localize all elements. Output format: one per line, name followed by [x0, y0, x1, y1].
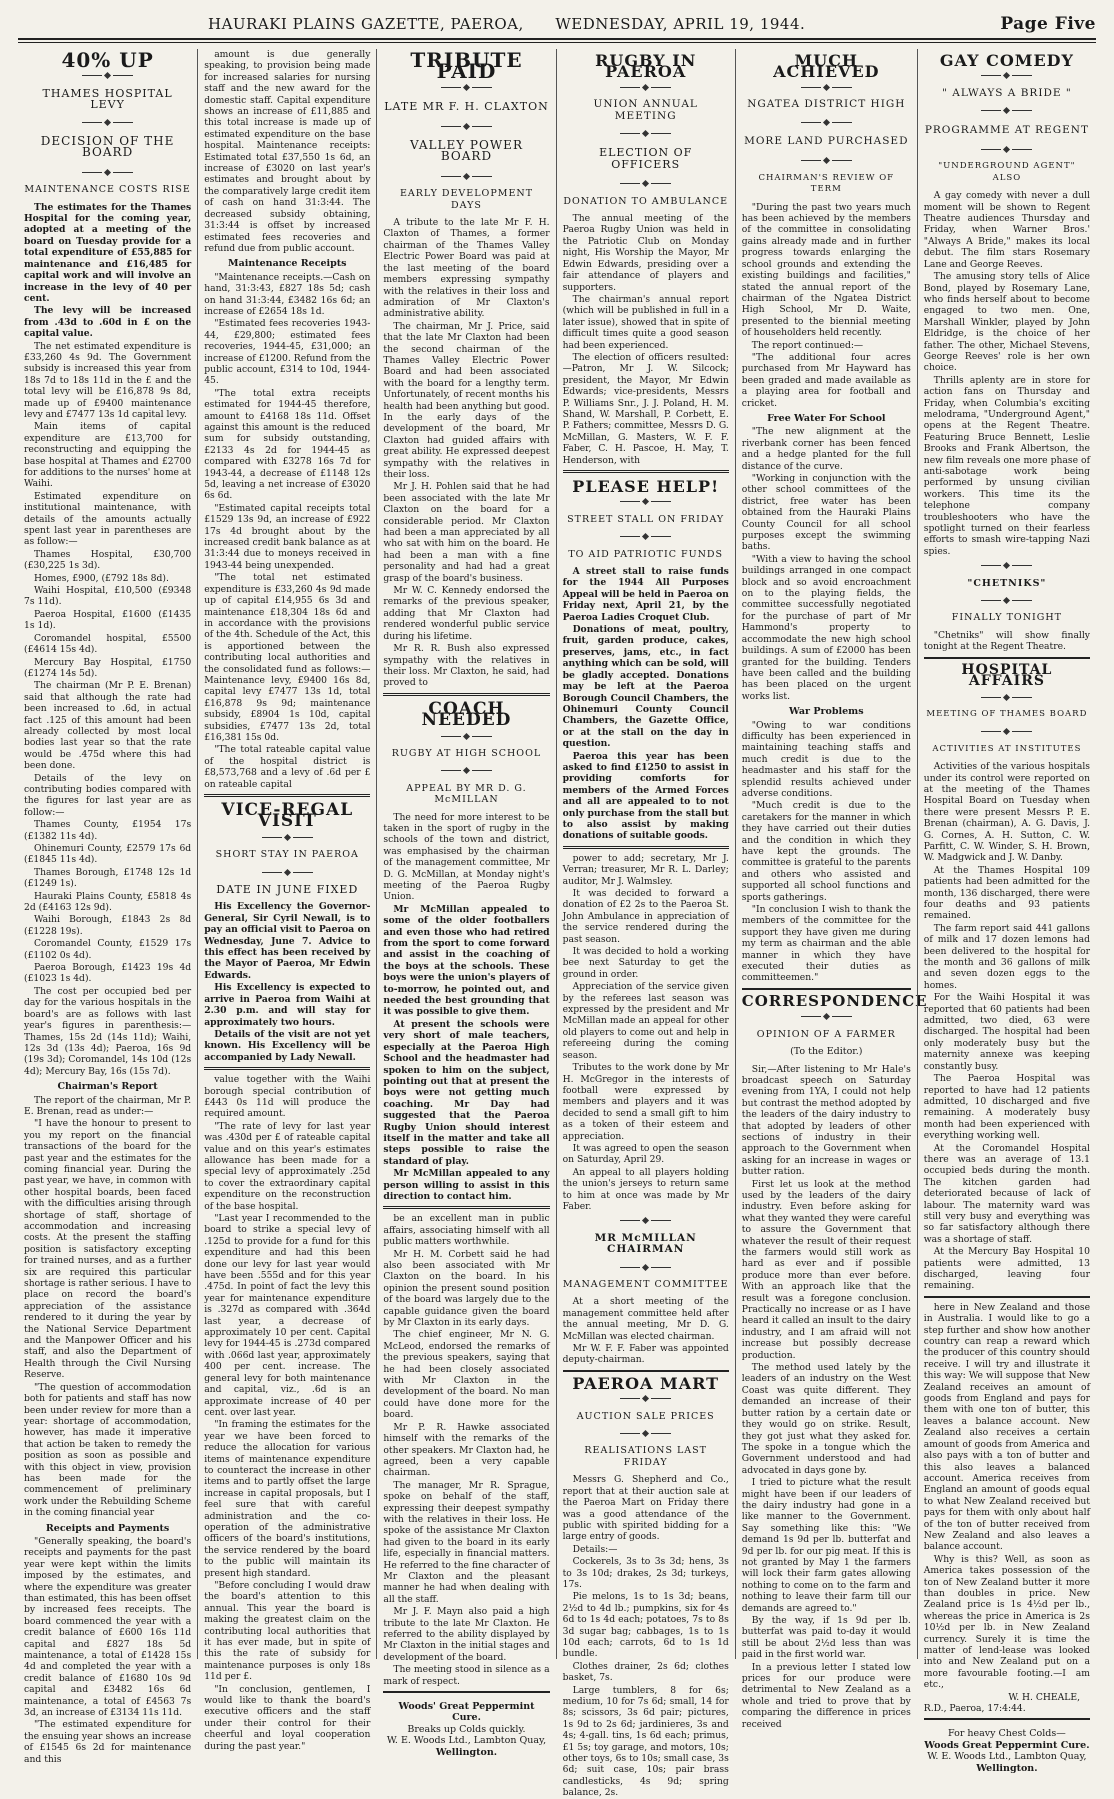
- paragraph: Thames County, £1954 17s (£1382 11s 4d).: [24, 819, 192, 842]
- paragraph: Paeroa Hospital, £1600 (£1435 1s 1d).: [24, 608, 192, 632]
- paragraph: The cost per occupied bed per day for the various hospitals in the board's are as follows with last year's figures in parenthesis:— Thames, 15s 2d (14s 11d); Waihi, 12s 3d (13s 4d); Paeroa, 16s 9d (19s 3d); Coromandel, 14s 10d (12s 4d); Mercury Bay, 16s (15s 7d).: [24, 985, 192, 1077]
- ad-line: Wellington.: [976, 1762, 1038, 1774]
- subhead: CHAIRMAN'S REVIEW OF TERM: [758, 172, 895, 195]
- paragraph: Thames Hospital, £30,700 (£30,225 1s 3d).: [24, 548, 192, 572]
- paragraph: value together with the Waihi borough special contribution of £443 0s 11d will produce the required amount.: [204, 1074, 371, 1120]
- paragraph: Cockerels, 3s to 3s 3d; hens, 3s to 3s 10d; drakes, 2s 3d; turkeys, 17s.: [562, 1556, 729, 1590]
- paragraph: The manager, Mr R. Sprague, spoke on behalf of the staff, expressing their deepest sympathy with the relatives in their loss. He spoke of the assistance Mr Claxton had given to the board in its early life, especially in financial matters. He referred to the fine character of Mr Claxton and the pleasant manner he had when dealing with all the staff.: [383, 1479, 550, 1605]
- paragraph: Large tumblers, 8 for 6s; medium, 10 for 7s 6d; small, 14 for 8s; scissors, 3s 6d pair; pictures, 1s 9d to 2s 6d; jardinieres, 3s and 4s; 4-gall. tins, 1s 6d each; primus, £1 5s; toy garage, and motors, 10s; other toys, 6s to 10s; small case, 3s 6d; suit case, 10s; pair brass candlesticks, 4s 9d; spring balance, 2s.: [562, 1684, 729, 1799]
- paragraph: A tribute to the late Mr F. H. Claxton of Thames, a former chairman of the Thames Valley Electric Power Board was paid at the last meeting of the board members expressing sympathy with the relatives in their loss and admiration of Mr Claxton's administrative ability.: [383, 217, 550, 320]
- paragraph: Thames Borough, £1748 12s 1d (£1249 1s).: [24, 866, 192, 890]
- masthead-title: HAURAKI PLAINS GAZETTE, PAEROA, WEDNESDAY, APRIL 19, 1944.: [208, 15, 806, 33]
- paragraph: "The additional four acres purchased from Mr Hayward has been graded and made available as a playing area for football and cricket.: [741, 351, 911, 409]
- paragraph: Main items of capital expenditure are £13,700 for reconstructing and equipping the base hospital at Thames and £2700 for additions to the nurses' home at Waihi.: [24, 421, 192, 490]
- separator: [924, 595, 1090, 606]
- paragraph: Messrs G. Shepherd and Co., report that at their auction sale at the Paeroa Mart on Friday there was a good attendance of the public with spirited bidding for a large entry of goods.: [562, 1474, 729, 1543]
- separator: [563, 178, 729, 189]
- paragraph: Waihi Hospital, £10,500 (£9348 7s 11d).: [24, 585, 192, 608]
- coach-needed-box: [383, 693, 549, 1210]
- separator: [563, 1262, 729, 1273]
- ad-line: Breaks up Colds quickly.: [407, 1723, 526, 1735]
- separator: [563, 531, 729, 542]
- section-heading: Receipts and Payments: [45, 1522, 170, 1534]
- ad-line: W. E. Woods Ltd., Lambton Quay,: [386, 1735, 547, 1747]
- headline-gay-comedy: GAY COMEDY: [939, 51, 1074, 70]
- separator: [24, 117, 191, 128]
- subhead: STREET STALL ON FRIDAY: [567, 513, 725, 525]
- paragraph: Hauraki Plains County, £5818 4s 2d (£4163 12s 9d).: [24, 890, 192, 914]
- paragraph: "Estimated fees recoveries 1943-44, £29,800; estimated fees recoveries, 1944-45, £31,000; an increase of £1200. Refund from the public account, £314 to 10d, 1944-45.: [204, 318, 371, 387]
- paragraph: The estimates for the Thames Hospital for the coming year, adopted at a meeting of the board on Tuesday provide for a total expenditure of £55,885 for maintenance and £16,485 for capital work and will involve an increase in the levy of 40 per cent.: [24, 201, 192, 304]
- paragraph: "I have the honour to present to you my report on the financial transactions of the board for the past year and the estimates for the coming financial year. During the past year, we have, in common with other hospital boards, been faced with the difficulties arising through shortage of staff, shortage of accommodation and increasing costs. At the present the staffing position is satisfactory excepting for trained nurses, and as a further six are required this particular shortage is rather serious. I have to place on record the board's appreciation of the assistance rendered to it during the year by the National Service Department and the Manpower Officer and his staff, and also the Department of Health through the Civil Nursing Reserve.: [24, 1118, 192, 1381]
- separator: [24, 167, 191, 178]
- separator: [924, 726, 1090, 737]
- paragraph: Mr McMillan appealed to some of the older footballers and even those who had retired from the sport to come forward and assist in the coaching of the boys at the schools. These boys were the union's players of to-morrow, he pointed out, and needed the best grounding that it was possible to give them.: [383, 903, 550, 1018]
- paragraph: The Paeroa Hospital was reported to have had 12 patients admitted, 10 discharged and five remaining. A moderately busy month had been experienced with everything working well.: [923, 1073, 1090, 1142]
- paragraph: His Excellency the Governor-General, Sir Cyril Newall, is to pay an official visit to Paeroa on Wednesday, June 7. Advice to this effect has been received by the Mayor of Paeroa, Mr Edwin Edwards.: [204, 901, 371, 981]
- separator: [563, 1215, 729, 1226]
- paragraph: "The rate of levy for last year was .430d per £ of rateable capital value and on this year's estimates allowance has been made for a special levy of approximately .25d to cover the extraordinary capital expenditure on the reconstruction of the base hospital.: [204, 1120, 371, 1212]
- paragraph: Waihi Borough, £1843 2s 8d (£1228 19s).: [24, 914, 192, 937]
- advertisement: [924, 1728, 1090, 1774]
- paragraph: The meeting stood in silence as a mark of respect.: [383, 1664, 550, 1687]
- paragraph: Pie melons, 1s to 1s 3d; beans, 2½d to 4d lb.; pumpkins, six for 4s 6d to 1s 4d each; potatoes, 7s to 8s 3d sugar bag; cabbages, 1s to 1s 10d each; carrots, 6d to 1s 1d bundle.: [562, 1591, 729, 1660]
- headline-rugby-in-paeroa: RUGBY IN PAEROA: [595, 51, 697, 82]
- paragraph: Estimated expenditure on institutional maintenance, with details of the amounts actually spent last year in parentheses are as follow:—: [24, 490, 192, 548]
- paragraph: "Estimated capital receipts total £1529 13s 9d, an increase of £922 17s 4d brought about by the increased credit bank balance as at 31:3:44 due to moneys received in 1943-44 being unexpended.: [204, 502, 371, 571]
- separator: [924, 144, 1090, 155]
- paragraph: The election of officers resulted:—Patron, Mr J. W. Silcock; president, the Mayor, Mr Edwin Edwards; vice-presidents, Messrs P. Williams Snr., J. J. Poland, H. M. Shand, W. Marshall, P. Corbett, E. P. Fathers; committee, Messrs D. G. McMillan, G. Masters, W. F. F. Faber, C. H. Pascoe, H. May, T. Henderson, with: [562, 351, 729, 466]
- divider: [924, 657, 1090, 659]
- paragraph: "In conclusion I wish to thank the members of the committee for the support they have given me during my term as chairman and the able manner in which they have executed their duties as committeemen.": [741, 904, 911, 984]
- paragraph: A gay comedy with never a dull moment will be shown to Regent Theatre audiences Thursday and Friday, when Warner Bros.' "Always A Bride," makes its local debut. The film stars Rosemary Lane and George Reeves.: [923, 190, 1090, 270]
- paragraph: The report of the chairman, Mr P. E. Brenan, read as under:—: [24, 1094, 192, 1117]
- paragraph: At a short meeting of the management committee held after the annual meeting, Mr D. G. McMillan was elected chairman.: [562, 1296, 729, 1342]
- separator: [204, 832, 370, 843]
- masthead: [18, 14, 1096, 34]
- paragraph: power to add; secretary, Mr J. Verran; treasurer, Mr R. L. Darley; auditor, Mr J. Walmsley.: [562, 852, 729, 887]
- paragraph: The chief engineer, Mr N. G. McLeod, endorsed the remarks of the previous speakers, saying that he had been closely associated with Mr Claxton in the development of the board. No man could have done more for the board.: [383, 1329, 550, 1421]
- paragraph: be an excellent man in public affairs, associating himself with all public matters worthwhile.: [383, 1213, 550, 1248]
- paragraph: "The total extra receipts estimated for 1944-45 therefore, amount to £4168 18s 11d. Offset against this amount is the reduced sum for subsidy outstanding, £2133 4s 2d for 1944-45 as compared with £3278 16s 7d for 1943-44, a decrease of £1148 12s 5d, leaving a net increase of £3020 6s 6d.: [204, 387, 371, 502]
- divider: [383, 1691, 549, 1693]
- paragraph: Mr J. F. Mayn also paid a high tribute to the late Mr Claxton. He referred to the ability displayed by Mr Claxton in the initial stages and development of the board.: [383, 1606, 550, 1663]
- separator: [563, 1393, 729, 1404]
- paragraph: The chairman, Mr J. Price, said that the late Mr Claxton had been the second chairman of the Thames Valley Electric Power Board and had been associated with the board for a lengthy term. Unfortunately, of recent months his health had been anything but good. In the early days of the development of the board, Mr Claxton had guided affairs with great ability. He expressed deepest sympathy with the relatives in their loss.: [383, 320, 550, 480]
- paragraph: "Before concluding I would draw the board's attention to this annual. This year the board is making the greatest claim on the contributing local authorities that it has ever made, but in spite of this the rate of subsidy for maintenance purposes is only 18s 11d per £.: [204, 1580, 371, 1683]
- ad-line: Woods Great Peppermint Cure.: [924, 1739, 1090, 1751]
- subhead: ACTIVITIES AT INSTITUTES: [932, 743, 1082, 754]
- vice-regal-box: [204, 794, 370, 1070]
- subhead: ELECTION OF OFFICERS: [599, 146, 693, 171]
- paragraph: "With a view to having the school buildings arranged in one compact block and so avoid encroachment on to the playing fields, the committee successfully negotiated for the purchase of part of Mr Hammond's property to accommodate the new high school buildings. A sum of £2000 has been granted for the building. Tenders have been called and the building has been placed on the urgent works list.: [741, 553, 911, 702]
- paragraph: Clothes drainer, 2s 6d; clothes basket, 7s.: [562, 1660, 729, 1684]
- separator: [924, 70, 1090, 81]
- paragraph: At the Coromandel Hospital there was an average of 13.1 occupied beds during the month. The kitchen garden had deteriorated because of lack of labour. The maternity ward was still very busy and everything was so far satisfactory although there was a shortage of staff.: [923, 1142, 1090, 1245]
- paragraph: First let us look at the method used by the leaders of the dairy industry. Even before asking for what they wanted they were careful to assure the Government that whatever the result of their request the farmers would still work as hard as ever and if possible produce more than ever before. With an approach like that the result was a foregone conclusion. Practically no increase or as I have heard it called an insult to the dairy industry, and I am afraid will not increase but possibly decrease production.: [741, 1178, 911, 1361]
- paragraph: "Much credit is due to the caretakers for the manner in which they have carried out their duties and the condition in which they have kept the grounds. The committee is grateful to the parents and others who assisted and supported all school functions and sports gatherings.: [741, 800, 911, 903]
- separator: [383, 731, 549, 742]
- paragraph: At the Thames Hospital 109 patients had been admitted for the month, 136 discharged, there were four deaths and 93 patients remained.: [923, 864, 1090, 922]
- paragraph: Mr W. F. F. Faber was appointed deputy-chairman.: [562, 1343, 729, 1366]
- subhead: REALISATIONS LAST FRIDAY: [584, 1445, 707, 1468]
- paragraph: "In conclusion, gentlemen, I would like to thank the board's executive officers and the staff under their control for their cheerful and loyal cooperation during the past year.": [204, 1683, 371, 1752]
- subhead: EARLY DEVELOPMENT DAYS: [399, 188, 534, 211]
- headline-correspondence: CORRESPONDENCE: [741, 991, 928, 1010]
- please-help-box: [563, 470, 729, 849]
- section-heading: Maintenance Receipts: [228, 258, 347, 270]
- subhead: TO AID PATRIOTIC FUNDS: [568, 548, 724, 560]
- headline-vice-regal: VICE-REGAL VISIT: [221, 800, 354, 832]
- subhead: MR McMILLAN CHAIRMAN: [594, 1231, 697, 1256]
- column-5: [735, 49, 928, 1730]
- paragraph: "The new alignment at the riverbank corner has been fenced and a hedge planted for the full distance of the curve.: [741, 426, 911, 472]
- vice-regal-body: [204, 901, 370, 1070]
- paragraph: "Working in conjunction with the other school committees of the district, free water has been obtained from the Hauraki Plains County Council for all school purposes except the swimming baths.: [741, 473, 911, 553]
- subhead: " ALWAYS A BRIDE ": [942, 86, 1072, 99]
- column-6: [917, 49, 1096, 1774]
- paragraph: "Maintenance receipts.—Cash on hand, 31:3:43, £827 18s 5d; cash on hand 31:3:44, £3482 16s 6d; an increase of £2654 18s 1d.: [204, 271, 371, 317]
- separator: [204, 867, 370, 878]
- please-help-body: [563, 566, 729, 849]
- subhead: OPINION OF A FARMER: [756, 1028, 896, 1040]
- separator: [563, 82, 729, 93]
- ad-line: Woods' Great Peppermint Cure.: [398, 1701, 535, 1724]
- paragraph: Mr P. R. Hawke associated himself with the remarks of the other speakers. Mr Claxton had, he agreed, been a very capable chairman.: [383, 1421, 550, 1479]
- paragraph: It was decided to hold a working bee next Saturday to get the ground in order.: [562, 946, 729, 980]
- subhead: VALLEY POWER BOARD: [409, 138, 523, 164]
- paragraph: By the way, if 1s 9d per lb. butterfat was paid to-day it would still be about 2½d less than was paid in the first world war.: [741, 1615, 911, 1661]
- separator: [742, 155, 911, 166]
- ad-line: W. E. Woods Ltd., Lambton Quay,: [927, 1751, 1087, 1763]
- separator: [563, 1428, 729, 1439]
- columns: [18, 48, 1096, 1799]
- separator: [742, 117, 911, 128]
- subhead: MANAGEMENT COMMITTEE: [562, 1279, 729, 1290]
- paragraph: "During the past two years much has been achieved by the members of the committee in consolidating gains already made and in further progress towards enlarging the school grounds and extending the existing buildings and facilities," stated the annual report of the chairman of the Ngatea District High School, Mr D. Waite, presented to the biennial meeting of householders held recently.: [741, 201, 911, 339]
- masthead-rule: [18, 38, 1096, 43]
- paragraph: Why is this? Well, as soon as America takes possession of the ton of New Zealand butter it more than doubles in price. New Zealand price is 1s 4½d per lb., whereas the price in America is 2s 10½d per lb. in New Zealand currency. Surely it is time the matter of lend-lease was looked into and New Zealand put on a more favourable footing.—I am etc.,: [923, 1553, 1090, 1691]
- paragraph: The chairman's annual report (which will be published in full in a later issue), showed that in spite of difficult times quite a good season had been experienced.: [562, 293, 729, 351]
- headline-coach-needed: COACH NEEDED: [421, 698, 512, 731]
- column-3: [376, 48, 555, 1758]
- paragraph: It was agreed to open the season on Saturday, April 29.: [562, 1142, 729, 1166]
- subhead: FINALLY TONIGHT: [951, 612, 1062, 624]
- subhead: DONATION TO AMBULANCE: [563, 195, 729, 207]
- divider: [742, 988, 911, 990]
- paragraph: A street stall to raise funds for the 1944 All Purposes Appeal will be held in Paeroa on Friday next, April 21, by the Paeroa Ladies Croquet Club.: [562, 566, 729, 623]
- paragraph: The annual meeting of the Paeroa Rugby Union was held in the Patriotic Club on Monday night, His Worship the Mayor, Mr Edwin Edwards, presiding over a fair attendance of players and supporters.: [562, 213, 729, 293]
- headline-hospital-affairs: HOSPITAL AFFAIRS: [961, 661, 1053, 690]
- paragraph: The report continued:—: [751, 339, 864, 351]
- divider: [924, 1718, 1090, 1720]
- paragraph: The levy will be increased from .43d to .60d in £ on the capital value.: [24, 305, 192, 340]
- subhead: THAMES HOSPITAL LEVY: [42, 86, 173, 112]
- signature-place: R.D., Paeroa, 17:4:44.: [923, 1703, 1026, 1715]
- separator: [563, 128, 729, 139]
- divider: [924, 1296, 1090, 1298]
- paragraph: Mr H. M. Corbett said he had also been associated with Mr Claxton on the board. In his opinion the present sound position of the board was largely due to the capable guidance given the board by Mr Claxton in its early days.: [383, 1248, 550, 1329]
- editor-note: (To the Editor.): [790, 1046, 863, 1058]
- subhead: RUGBY AT HIGH SCHOOL: [391, 747, 542, 759]
- subhead: LATE MR F. H. CLAXTON: [384, 100, 549, 114]
- section-heading: Chairman's Report: [57, 1081, 158, 1093]
- subhead: NGATEA DISTRICT HIGH: [747, 98, 906, 111]
- advertisement: [383, 1701, 549, 1758]
- separator: [383, 171, 549, 182]
- paragraph: here in New Zealand and those in Australia. I would like to go a step further and show how another country can reap a reward which the producer of this country should receive. I will try and illustrate it this way: We will suppose that New Zealand receives an amount of goods from England and pays for them with one ton of butter, this leaves a balance account. New Zealand also receives a certain amount of goods from America and also pays with a ton of butter and this also leaves a balanced account. America receives from England an amount of goods equal to what New Zealand received but pays for them with only about half of the ton of butter received from New Zealand and also leaves a balance account.: [923, 1301, 1090, 1553]
- section-heading: Free Water For School: [767, 412, 886, 424]
- ad-line: Wellington.: [435, 1746, 498, 1758]
- divider: [563, 1370, 729, 1372]
- page-number: Page Five: [1000, 14, 1096, 34]
- subhead: "UNDERGROUND AGENT" ALSO: [938, 161, 1076, 183]
- paragraph: Mercury Bay Hospital, £1750 (£1274 14s 5d).: [24, 656, 192, 679]
- coach-needed-body: [383, 812, 549, 1210]
- paragraph: Homes, £900, (£792 18s 8d).: [34, 572, 169, 584]
- paragraph: Thrills aplenty are in store for action fans on Thursday and Friday, when Columbia's exciting melodrama, "Underground Agent," opens at the Regent Theatre. Featuring Bruce Bennett, Leslie Brooks and Frank Albertson, the new film reveals one more phase of anti-sabotage work being performed by unsung civilian workers. This time its the telephone company troubleshooters who have the spotlight turned on their fearless efforts to smash wire-tapping Nazi spies.: [923, 374, 1090, 557]
- paragraph: The farm report said 441 gallons of milk and 17 dozen lemons had been delivered to the hospital for the month and 36 gallons of milk and seven dozen eggs to the homes.: [923, 922, 1090, 991]
- paragraph: An appeal to all players holding the union's jerseys to return same to him at once was made by Mr Faber.: [562, 1166, 729, 1212]
- ad-line: For heavy Chest Colds—: [948, 1728, 1066, 1740]
- signature-name: W. H. CHEALE,: [1008, 1691, 1080, 1703]
- separator: [924, 560, 1090, 571]
- paragraph: Mr J. H. Pohlen said that he had been associated with the late Mr Claxton on the board for a considerable period. Mr Claxton had been a man appreciated by all who sat with him on the board. He had been a man with a fine personality and had had a great grasp of the board's business.: [383, 481, 550, 584]
- paragraph: It was decided to forward a donation of £2 2s to the Paeroa St. John Ambulance in appreciation of the service rendered during the past season.: [562, 888, 729, 945]
- section-heading: War Problems: [789, 706, 864, 718]
- paragraph: Sir,—After listening to Mr Hale's broadcast speech on Saturday evening from 1YA, I could not help but contrast the method adopted by the leaders of the dairy industry to that adopted by leaders of other sections of industry in their approach to the Government when asking for an increase in wages or butter ration.: [741, 1063, 911, 1178]
- paragraph: Ohinemuri County, £2579 17s 6d (£1845 11s 4d).: [24, 843, 192, 866]
- paragraph: "Owing to war conditions difficulty has been experienced in maintaining teaching staffs and much credit is due to the headmaster and his staff for the splendid results achieved under adverse conditions.: [741, 719, 911, 799]
- separator: [924, 105, 1090, 116]
- headline-much-achieved: MUCH ACHIEVED: [773, 51, 880, 82]
- paragraph: Paeroa this year has been asked to find £1250 to assist in providing comforts for members of the Armed Forces and all are appealed to to not only purchase from the stall but to also assist by making donations of suitable goods.: [562, 750, 729, 842]
- paragraph: "The total rateable capital value of the hospital district is £8,573,768 and a levy of .6d per £ on rateable capital: [204, 744, 371, 790]
- paragraph: Donations of meat, poultry, fruit, garden produce, cakes, preserves, jams, etc., in fact anything which can be sold, will be gladly accepted. Donations may be left at the Paeroa Borough Council Chambers, the Ohinemuri County Council Chambers, the Gazette Office, or at the stall on the day in question.: [562, 624, 729, 750]
- paragraph: Mr McMillan appealed to any person willing to assist in this direction to contact him.: [383, 1168, 550, 1202]
- paragraph: Mr R. R. Bush also expressed sympathy with the relatives in their loss. Mr Claxton, he said, had proved to: [383, 643, 550, 689]
- subhead: MORE LAND PURCHASED: [744, 135, 909, 148]
- headline-tribute-paid: TRIBUTE PAID: [410, 48, 523, 84]
- separator: [383, 765, 549, 776]
- separator: [24, 70, 191, 81]
- paragraph: "The total net estimated expenditure is £33,260 4s 9d made up of capital £14,955 6s 3d and maintenance £18,304 18s 6d and in accordance with the provisions of the 4th. Schedule of the Act, this is apportioned between the contributing local authorities and the consolidated fund as follows:—Maintenance levy, £9400 16s 8d, capital levy £7477 13s 1d, total £16,878 9s 9d; maintenance subsidy, £8904 1s 10d, capital subsidies, £7477 13s 2d, total £16,381 15s 0d.: [204, 572, 371, 743]
- separator: [383, 82, 549, 93]
- paragraph: At present the schools were very short of male teachers, especially at the Paeroa High School and the headmaster had spoken to him on the subject, pointing out that at present the boys were not getting much coaching. Mr Day had suggested that the Paeroa Rugby Union should interest itself in the matter and take all steps possible to raise the standard of play.: [383, 1018, 550, 1167]
- paragraph: At the Mercury Bay Hospital 10 patients were admitted, 13 discharged, leaving four remaining.: [923, 1246, 1090, 1292]
- paragraph: Details of the levy on contributing bodies compared with the figures for last year are as follow:—: [24, 772, 192, 818]
- subhead: PROGRAMME AT REGENT: [924, 123, 1089, 136]
- subhead: SHORT STAY IN PAEROA: [215, 849, 359, 861]
- paragraph: Details:—: [572, 1543, 618, 1555]
- separator: [563, 496, 729, 507]
- paragraph: The chairman (Mr P. E. Brenan) said that although the rate had been increased to .6d, in actual fact .125 of this amount had been already collected by most local bodies last year so that the rate would be .475d where this had been done.: [24, 680, 192, 772]
- subhead: MEETING OF THAMES BOARD: [926, 708, 1088, 719]
- paragraph: Coromandel hospital, £5500 (£4614 15s 4d).: [24, 632, 192, 656]
- paragraph: The net estimated expenditure is £33,260 4s 9d. The Government subsidy is increased this year from 18s 7d to 18s 11d in the £ and the total levy will be £16,878 9s 8d, made up of £9400 maintenance levy and £7477 13s 1d capital levy.: [24, 340, 192, 420]
- paragraph: "Generally speaking, the board's receipts and payments for the past year were kept within the limits imposed by the estimates, and where the expenditure was greater than estimated, this has been offset by increased fees receipts. The board commenced the year with a credit balance of £600 16s 11d capital and £827 18s 5d maintenance, a total of £1428 15s 4d and completed the year with a credit balance of £1680 10s 9d capital and £3482 16s 6d maintenance, a total of £4563 7s 3d, an increase of £3134 11s 11d.: [24, 1535, 192, 1719]
- headline-paeroa-mart: PAEROA MART: [572, 1373, 720, 1393]
- subhead: APPEAL BY MR D. G. McMILLAN: [406, 782, 527, 806]
- headline-40-up: 40% UP: [61, 48, 154, 72]
- paragraph: Tributes to the work done by Mr H. McGregor in the interests of football were expressed by members and players and it was decided to send a small gift to him as a token of their esteem and appreciation.: [562, 1062, 729, 1142]
- column-2: [197, 49, 376, 1752]
- paragraph: "Last year I recommended to the board to strike a special levy of .125d to provide for a fund for this expenditure and had this been done our levy for last year would have been .555d and for this year .475d. In point of fact the levy this year for maintenance expenditure is .327d as compared with .364d last year, a decrease of approximately 10 per cent. Capital levy for 1944-45 is .273d compared with .066d last year, approximately 400 per cent. increase. The general levy for both maintenance and capital, viz., .6d is an approximate increase of 40 per cent. over last year.: [204, 1213, 371, 1418]
- subhead: AUCTION SALE PRICES: [576, 1410, 715, 1422]
- paragraph: I tried to picture what the result might have been if our leaders of the dairy industry had gone in a like manner to the Government. Say something like this: "We demand 1s 9d per lb. butterfat and 9d per lb. for our pig meat. If this is not granted by May 1 the farmers will lock their farm gates allowing nothing to come on to the farm and nothing to leave their farm till our demands are agreed to.": [741, 1477, 911, 1614]
- paragraph: Activities of the various hospitals under its control were reported on at the meeting of the Thames Hospital Board on Tuesday when there were present Messrs P. E. Brenan (chairman), A. G. Davis, J. G. Cornes, A. H. Sutton, C. W. Parfitt, C. W. Winder, S. H. Brown, W. Madgwick and J. W. Danby.: [923, 761, 1090, 864]
- paragraph: "Chetniks" will show finally tonight at the Regent Theatre.: [923, 629, 1090, 653]
- paragraph: "The question of accommodation both for patients and staff has now been under review for more than a year: shortage of accommodation, however, has made it imperative that action be taken to remedy the position as soon as possible and with this object in view, provision has been made for the commencement of preliminary work under the Rebuilding Scheme in the coming financial year: [24, 1381, 192, 1519]
- paragraph: His Excellency is expected to arrive in Paeroa from Waihi at 2.30 p.m. and will stay for approximately two hours.: [204, 982, 371, 1028]
- subhead: "CHETNIKS": [967, 577, 1047, 589]
- column-1: [18, 48, 197, 1765]
- paragraph: The method used lately by the leaders of an industry on the West Coast was quite different. They demanded an increase of their butter ration by a certain date or they would go on strike. Result, they got just what they asked for. The spoke in a tongue which the Government understood and had advocated in days gone by.: [741, 1362, 911, 1476]
- separator: [383, 121, 549, 132]
- paragraph: Paeroa Borough, £1423 19s 4d (£1023 1s 4d).: [24, 962, 192, 985]
- paragraph: Mr W. C. Kennedy endorsed the remarks of the previous speaker, adding that Mr Claxton had rendered wonderful public service during his lifetime.: [383, 585, 550, 642]
- separator: [924, 692, 1090, 703]
- paragraph: "In framing the estimates for the year we have been forced to reduce the allocation for various items of maintenance expenditure to counteract the increase in other items and to partly offset the large increase in capital proposals, but I feel sure that with careful administration and the co-operation of the administrative officers of the board's institutions, the service rendered by the board to the public will maintain its present high standard.: [204, 1419, 371, 1579]
- paragraph: In a previous letter I stated low prices for our produce were detrimental to New Zealand as a whole and tried to prove that by comparing the difference in prices received: [741, 1661, 911, 1730]
- headline-please-help: PLEASE HELP!: [572, 477, 720, 496]
- paragraph: Details of the visit are not yet known. His Excellency will be accompanied by Lady Newall.: [204, 1028, 371, 1063]
- subhead: UNION ANNUAL MEETING: [593, 98, 698, 122]
- paragraph: "The estimated expenditure for the ensuing year shows an increase of £1545 6s 2d for maintenance and this: [24, 1719, 192, 1765]
- subhead: DATE IN JUNE FIXED: [216, 883, 359, 897]
- paragraph: amount is due generally speaking, to provision being made for increased salaries for nursing staff and the new award for the domestic staff. Capital expenditure shows an increase of £11,885 and this total increase is made up of estimated expenditure on the base hospital. Maintenance receipts: Estimated total £37,550 1s 6d, an increase of £3020 on last year's estimates and brought about by the comparatively large credit item of cash on hand 31:3:44. The decreased subsidy obtaining, 31:3:44 is offset by increased estimated fees recoveries and refund due from public account.: [204, 49, 371, 254]
- paragraph: The need for more interest to be taken in the sport of rugby in the schools of the town and district, was emphasised by the chairman of the management committee, Mr D. G. McMillan, at Monday night's meeting of the Paeroa Rugby Union.: [383, 811, 550, 903]
- paragraph: Coromandel County, £1529 17s (£1102 0s 4d).: [24, 938, 192, 961]
- column-4: [556, 49, 735, 1799]
- separator: [742, 82, 911, 93]
- subhead: DECISION OF THE BOARD: [40, 134, 175, 160]
- paragraph: The amusing story tells of Alice Bond, played by Rosemary Lane, who finds herself about to become engaged to two men. One, Marshall Winkler, played by John Eldridge, is the choice of her father. The other, Michael Stevens, George Reeves' role is her own choice.: [923, 271, 1090, 374]
- paragraph: For the Waihi Hospital it was reported that 60 patients had been admitted, two died, 63 were discharged. The hospital had been only moderately busy but the maternity annexe was keeping constantly busy.: [923, 992, 1090, 1072]
- separator: [742, 1011, 911, 1022]
- subhead: MAINTENANCE COSTS RISE: [24, 184, 191, 196]
- paragraph: Appreciation of the service given by the referees last season was expressed by the president and Mr McMillan made an appeal for other old players to come out and help in refereeing during the coming season.: [562, 981, 729, 1061]
